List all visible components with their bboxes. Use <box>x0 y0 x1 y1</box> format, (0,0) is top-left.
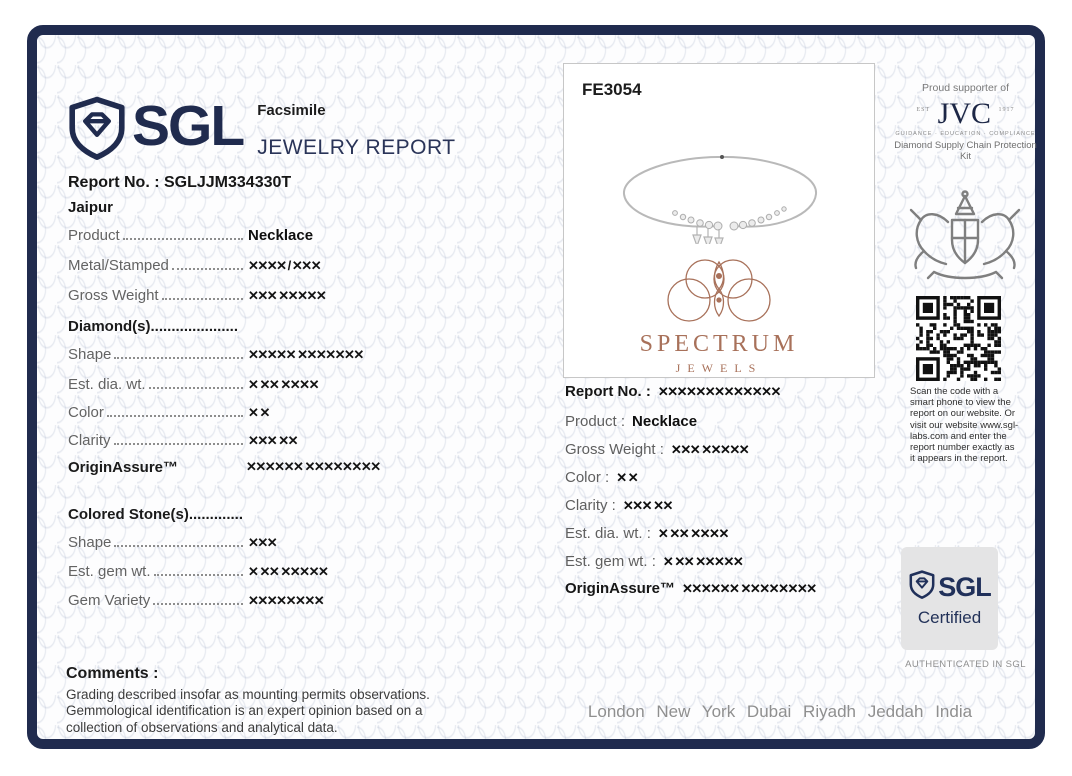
jvc-supporter-block <box>893 82 1038 162</box>
field-label: Gross Weight <box>68 287 159 304</box>
dotted-leader <box>114 545 243 547</box>
authenticated-label: AUTHENTICATED IN SGL <box>905 659 1026 670</box>
redacted-value: ✕✕✕ ✕✕ <box>248 433 298 448</box>
field-value: Necklace <box>632 413 698 430</box>
dotted-leader <box>153 603 243 605</box>
dotted-leader <box>114 443 243 445</box>
field-row-shape <box>68 346 408 363</box>
lab-city: Jaipur <box>68 199 114 216</box>
redacted-value: ✕✕✕✕✕✕ ✕✕✕✕✕✕✕✕ <box>246 459 380 474</box>
origin-assure-label: OriginAssure™ <box>565 580 676 597</box>
field-label: Shape <box>68 346 112 363</box>
dotted-leader <box>154 574 243 576</box>
sgl-shield-icon <box>66 94 128 167</box>
necklace-photo <box>594 134 844 249</box>
redacted-value: ✕ ✕✕ ✕✕✕✕ <box>248 377 318 392</box>
center-row-product <box>565 413 697 430</box>
redacted-value: ✕✕✕ ✕✕ <box>622 498 672 513</box>
sgl-certified-badge <box>901 547 998 650</box>
field-row-product <box>68 227 408 244</box>
dotted-leader <box>162 298 243 300</box>
center-row-est-dia-wt <box>565 525 728 542</box>
jvc-name: JVC <box>937 97 992 130</box>
field-row-color <box>68 404 408 421</box>
dotted-leader <box>172 268 243 270</box>
jvc-kit-text: Diamond Supply Chain Protection Kit <box>894 140 1037 162</box>
center-row-origin-assure <box>565 580 816 597</box>
diamonds-section-header: Diamond(s)..................... <box>68 318 239 335</box>
field-label: Color : <box>565 469 610 486</box>
redacted-value: ✕✕✕ <box>248 535 277 550</box>
field-label: Product <box>68 227 120 244</box>
redacted-value: ✕✕✕✕✕✕ ✕✕✕✕✕✕✕✕ <box>682 581 816 596</box>
field-label: Color <box>68 404 104 421</box>
field-row-gross-weight <box>68 287 408 304</box>
sgl-wordmark: SGL <box>132 94 244 158</box>
field-label: Gross Weight : <box>565 441 664 458</box>
qr-caption: Scan the code with a smart phone to view the report on our website. Or visit our website www.sgl-labs.com and enter the report number exactly as it appears in the report. <box>910 386 1019 465</box>
jvc-supporter-text: Proud supporter of <box>922 82 1009 94</box>
center-row-est-gem-wt <box>565 553 742 570</box>
field-value: Necklace <box>248 227 314 244</box>
field-label: Est. gem wt. <box>68 563 151 580</box>
spectrum-jewels-logo <box>564 256 874 376</box>
report-number: Report No. : SGLJJM334330T <box>68 174 292 191</box>
jvc-year: 1917 <box>998 107 1015 113</box>
redacted-value: ✕ ✕ <box>616 470 638 485</box>
center-row-report-no <box>565 383 780 400</box>
field-row-gem-variety <box>68 592 408 609</box>
field-row-metal <box>68 257 408 274</box>
jvc-tagline: GUIDANCE · EDUCATION · COMPLIANCE <box>895 131 1036 137</box>
dotted-leader <box>123 238 243 240</box>
center-row-clarity <box>565 497 672 514</box>
field-label: Est. dia. wt. : <box>565 525 651 542</box>
field-label: Clarity : <box>565 497 616 514</box>
dotted-leader <box>114 357 243 359</box>
field-row-est-dia-wt <box>68 376 408 393</box>
redacted-value: ✕ ✕✕ ✕✕✕✕✕ <box>662 554 743 569</box>
redacted-value: ✕✕✕✕✕✕✕✕✕✕✕✕✕ <box>657 384 780 399</box>
field-label: Product : <box>565 413 626 430</box>
item-sku: FE3054 <box>582 80 642 99</box>
field-row-clarity <box>68 432 408 449</box>
colored-stones-section-header: Colored Stone(s)............. <box>68 506 244 523</box>
sgl-shield-icon <box>908 569 936 605</box>
field-label: Est. gem wt. : <box>565 553 656 570</box>
field-label: Gem Variety <box>68 592 151 609</box>
field-label: Metal/Stamped <box>68 257 169 274</box>
sgl-logo <box>66 94 456 167</box>
redacted-value: ✕✕✕✕✕ ✕✕✕✕✕✕✕ <box>248 347 363 362</box>
jvc-logo <box>893 95 1038 129</box>
jvc-est: EST <box>916 107 931 113</box>
coat-of-arms-icon <box>900 188 1030 297</box>
field-label: Est. dia. wt. <box>68 376 146 393</box>
redacted-value: ✕ ✕ <box>248 405 269 420</box>
field-label: Shape <box>68 534 112 551</box>
redacted-value: ✕✕✕✕✕✕✕✕ <box>248 593 324 608</box>
redacted-value: ✕ ✕✕ ✕✕✕✕ <box>657 526 728 541</box>
origin-assure-row <box>68 459 408 476</box>
qr-code <box>916 296 1001 381</box>
dotted-leader <box>149 387 243 389</box>
field-label: Report No. : <box>565 383 651 400</box>
redacted-value: ✕ ✕✕ ✕✕✕✕✕ <box>248 564 328 579</box>
jewelry-photo-box <box>563 63 875 378</box>
dotted-leader <box>107 415 243 417</box>
redacted-value: ✕✕✕ ✕✕✕✕✕ <box>670 442 749 457</box>
origin-assure-label: OriginAssure™ <box>68 459 179 476</box>
center-row-color <box>565 469 637 486</box>
lab-locations: London New York Dubai Riyadh Jeddah India <box>587 702 973 721</box>
facsimile-label: Facsimile <box>257 102 326 119</box>
badge-brand: SGL <box>938 571 991 602</box>
spectrum-brand-sub: JEWELS <box>675 361 763 375</box>
redacted-value: ✕✕✕ ✕✕✕✕✕ <box>248 288 326 303</box>
report-type-title: JEWELRY REPORT <box>257 136 456 159</box>
comments-body: Grading described insofar as mounting permits observations. Gemmological identification is an expert opinion based on a collection of observations and analytical data. <box>66 687 430 735</box>
field-row-est-gem-wt <box>68 563 408 580</box>
comments-heading: Comments : <box>66 665 159 682</box>
center-row-gross-weight <box>565 441 748 458</box>
redacted-value: ✕✕✕✕ / ✕✕✕ <box>248 258 321 273</box>
spectrum-ornament-icon <box>663 311 775 328</box>
badge-certified-label: Certified <box>917 608 982 627</box>
field-label: Clarity <box>68 432 111 449</box>
spectrum-brand-name: SPECTRUM <box>639 331 799 357</box>
field-row-cs-shape <box>68 534 408 551</box>
